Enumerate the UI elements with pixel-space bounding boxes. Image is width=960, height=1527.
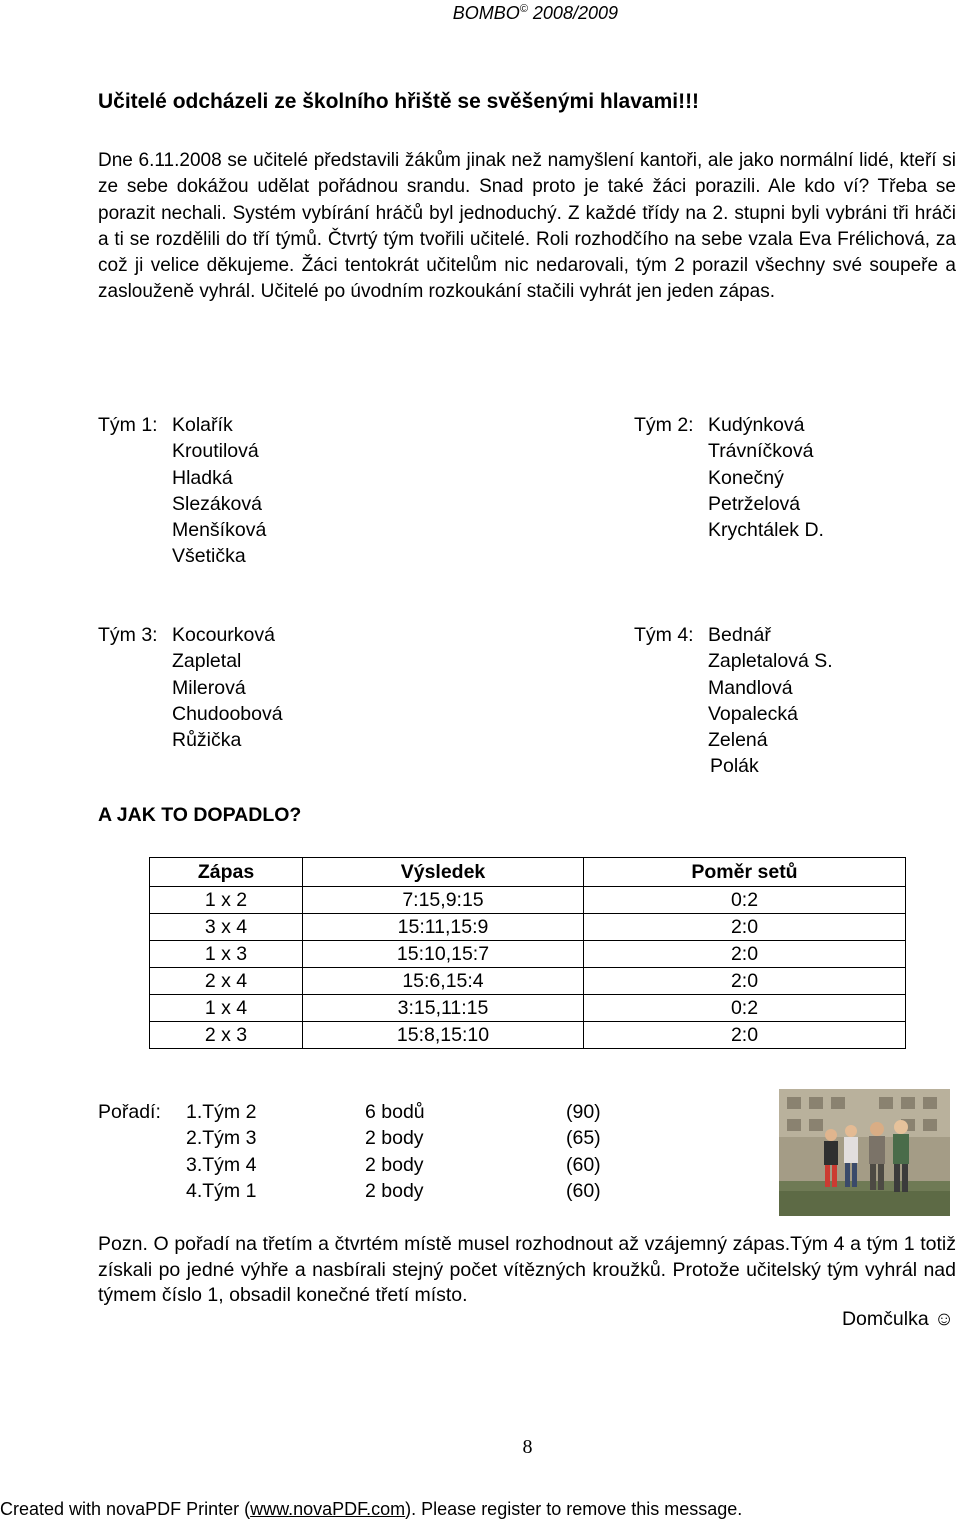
standings-places	[186, 1099, 256, 1204]
sets-cell: 0:2	[584, 995, 906, 1022]
team-4-member: Polák	[710, 755, 759, 778]
article-paragraph	[98, 148, 956, 306]
team-2-roster	[634, 412, 824, 543]
page-header	[453, 3, 618, 24]
standing-place: 3.Tým 4	[186, 1153, 257, 1176]
team-photo-illustration	[779, 1089, 950, 1216]
team-2-label: Tým 2:	[634, 414, 694, 436]
team-4-roster	[634, 622, 833, 780]
team-3-member: Chudoobová	[172, 702, 283, 725]
team-4-member: Vopalecká	[708, 702, 798, 725]
score-cell: 15:6,15:4	[303, 968, 584, 995]
standings-extra	[566, 1099, 601, 1204]
team-3-member: Milerová	[172, 676, 246, 699]
team-4-member: Zapletalová S.	[708, 650, 833, 673]
note-paragraph: Pozn. O pořadí na třetím a čtvrtém místě musel rozhodnout až vzájemný zápas.Tým 4 a tým 1 totiž získali po jedné výhře a nasbírali stejný počet vítězných kroužků. Protože učitelský tým vyhrál nad týmem číslo 1, obsadil konečné třetí místo.	[98, 1233, 956, 1306]
team-1-label: Tým 1:	[98, 414, 158, 436]
sets-cell: 2:0	[584, 1022, 906, 1049]
sets-cell: 2:0	[584, 941, 906, 968]
table-row	[150, 1022, 906, 1049]
footer-suffix: ). Please register to remove this message.	[405, 1499, 743, 1519]
team-1-member: Menšíková	[172, 519, 267, 542]
footer-link[interactable]: www.novaPDF.com	[250, 1499, 406, 1519]
standing-extra: (60)	[566, 1153, 601, 1176]
page-number: 8	[522, 1436, 533, 1458]
score-cell: 15:10,15:7	[303, 941, 584, 968]
team-4-member: Mandlová	[708, 676, 793, 699]
team-3-member: Růžička	[172, 729, 242, 752]
team-4-label: Tým 4:	[634, 624, 694, 646]
team-2-member: Krychtálek D.	[708, 519, 824, 542]
table-row	[150, 887, 906, 914]
table-row	[150, 941, 906, 968]
score-cell: 15:11,15:9	[303, 914, 584, 941]
sets-cell: 2:0	[584, 968, 906, 995]
score-cell: 7:15,9:15	[303, 887, 584, 914]
team-4-member: Zelená	[708, 729, 768, 752]
author-signature: Domčulka ☺	[841, 1308, 954, 1330]
table-row	[150, 968, 906, 995]
match-cell: 2 x 3	[150, 1022, 303, 1049]
header-year: 2008/2009	[532, 3, 618, 23]
team-3-member: Zapletal	[172, 650, 242, 673]
standing-extra: (60)	[566, 1179, 601, 1202]
standing-place: 1.Tým 2	[186, 1101, 257, 1123]
team-photo	[779, 1089, 950, 1216]
team-1-member: Všetička	[172, 545, 246, 568]
sets-cell: 2:0	[584, 914, 906, 941]
match-cell: 3 x 4	[150, 914, 303, 941]
results-header-row	[150, 858, 906, 887]
results-table	[149, 857, 906, 1049]
footer-prefix: Created with novaPDF Printer (	[0, 1499, 251, 1519]
standing-points: 2 body	[365, 1179, 424, 1202]
standings-points	[365, 1099, 425, 1204]
team-2-member: Trávníčková	[708, 440, 814, 463]
standing-points: 2 body	[365, 1153, 424, 1176]
table-row	[150, 914, 906, 941]
team-2-member: Petrželová	[708, 492, 801, 515]
team-2-member: Konečný	[708, 466, 784, 489]
team-3-first: Kocourková	[172, 624, 275, 646]
copyright-mark: ©	[519, 3, 528, 15]
results-heading: A JAK TO DOPADLO?	[98, 804, 302, 826]
standing-points: 2 body	[365, 1127, 424, 1150]
match-cell: 2 x 4	[150, 968, 303, 995]
team-1-member: Slezáková	[172, 492, 262, 515]
team-3-label: Tým 3:	[98, 624, 158, 646]
score-cell: 15:8,15:10	[303, 1022, 584, 1049]
match-cell: 1 x 4	[150, 995, 303, 1022]
team-1-roster	[98, 412, 266, 570]
team-3-roster	[98, 622, 283, 753]
score-cell: 3:15,11:15	[303, 995, 584, 1022]
column-header-match: Zápas	[150, 858, 303, 887]
sets-cell: 0:2	[584, 887, 906, 914]
team-1-first: Kolařík	[172, 414, 233, 436]
standing-points: 6 bodů	[365, 1101, 425, 1123]
standings-label: Pořadí:	[98, 1101, 161, 1123]
column-header-sets: Poměr setů	[584, 858, 906, 887]
team-1-member: Hladká	[172, 466, 233, 489]
standing-extra: (65)	[566, 1127, 601, 1150]
article-title: Učitelé odcházeli ze školního hřiště se svěšenými hlavami!!!	[98, 90, 700, 113]
article-paragraph-text: Dne 6.11.2008 se učitelé představili žákům jinak než namyšlení kantoři, ale jako normální lidé, kteří si ze sebe dokážou udělat pořádnou srandu. Snad proto je také žáci porazili. Ale kdo ví? Třeba se porazit nechali. Systém vybírání hráčů byl jednoduchý. Z každé třídy na 2. stupni byli vybráni tři hráči a ti se rozdělili do tří týmů. Čtvrtý tým tvořili učitelé. Roli rozhodčího na sebe vzala Eva Frélichová, za což ji velice děkujeme. Žáci tentokrát učitelům nic nedarovali, tým 2 porazil všechny své soupeře a zaslouženě vyhrál. Učitelé po úvodním rozkoukání stačili vyhrát jen jeden zápas.	[98, 150, 956, 303]
standing-place: 4.Tým 1	[186, 1179, 257, 1202]
match-cell: 1 x 2	[150, 887, 303, 914]
standing-place: 2.Tým 3	[186, 1127, 257, 1150]
match-cell: 1 x 3	[150, 941, 303, 968]
team-4-first: Bednář	[708, 624, 771, 646]
table-row	[150, 995, 906, 1022]
novapdf-footer	[0, 1499, 742, 1520]
column-header-score: Výsledek	[303, 858, 584, 887]
standing-extra: (90)	[566, 1101, 601, 1123]
team-1-member: Kroutilová	[172, 440, 259, 463]
team-2-first: Kudýnková	[708, 414, 805, 436]
header-publication: BOMBO	[452, 3, 520, 23]
